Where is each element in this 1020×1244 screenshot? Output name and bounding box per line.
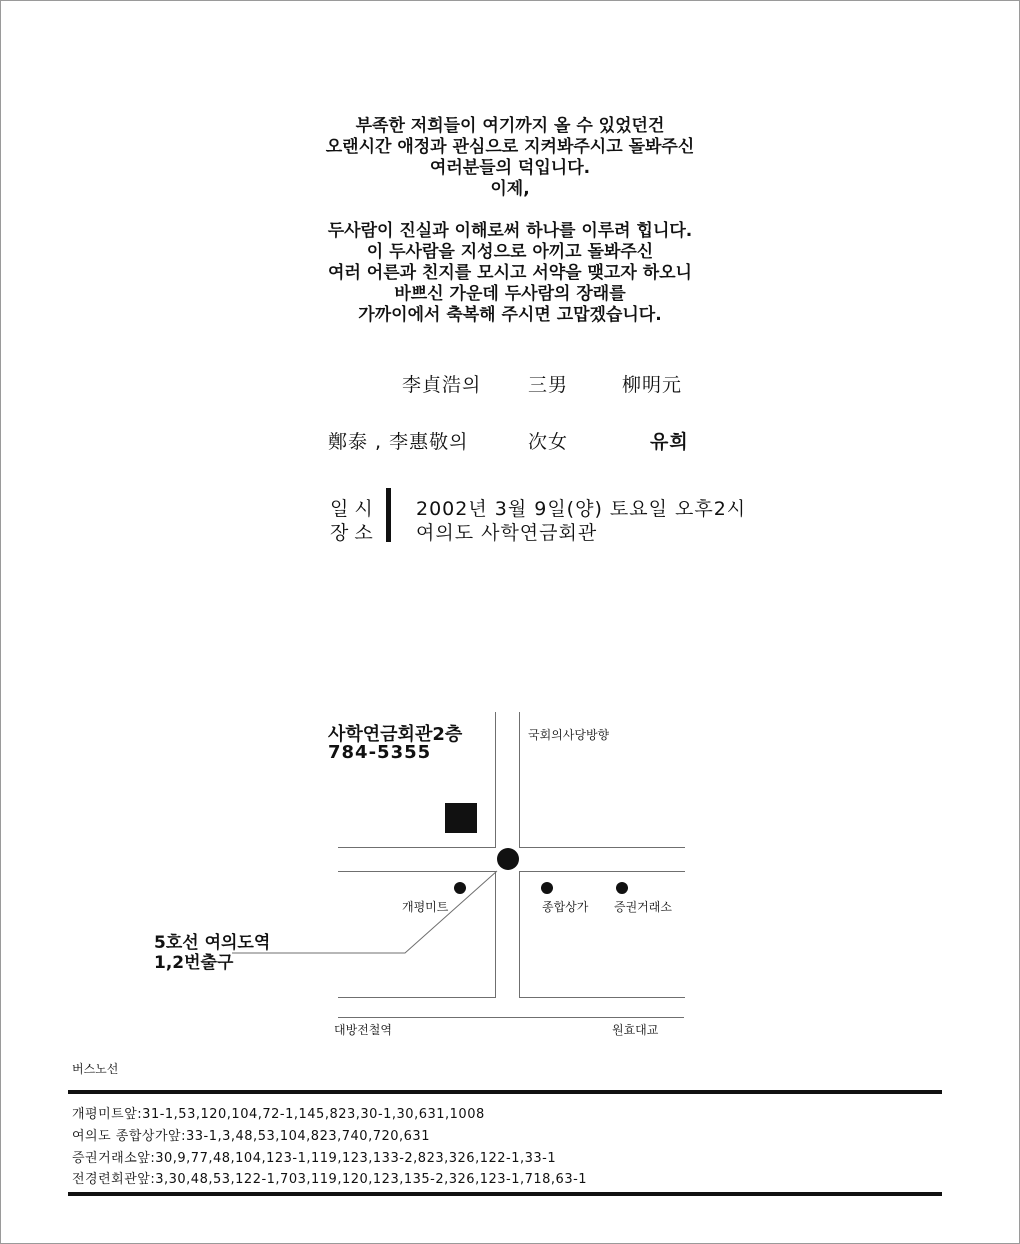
groom-parents: 李貞浩의 [402, 374, 482, 396]
bus-route-row: 전경련회관앞:3,30,48,53,122-1,703,119,120,123,135-2,326,123-1,718,63-1 [72, 1172, 588, 1187]
invitation-line: 부족한 저희들이 여기까지 올 수 있었던건 [355, 116, 665, 136]
direction-label: 국회의사당방향 [528, 728, 610, 742]
bus-top-rule [68, 1090, 942, 1094]
poi-marker-icon [616, 882, 628, 894]
bride-parents: 鄭泰 , 李惠敬의 [328, 431, 469, 453]
place-label: 장소 [330, 522, 379, 544]
invitation-line: 여러분들의 덕입니다. [429, 158, 591, 178]
invitation-line: 오랜시간 애정과 관심으로 지켜봐주시고 돌봐주신 [325, 137, 695, 157]
place-value: 여의도 사학연금회관 [416, 522, 598, 544]
groom-name: 柳明元 [622, 374, 683, 396]
poi-label-right: 증권거래소 [614, 900, 672, 914]
venue-building-icon [445, 803, 477, 833]
intersection-marker-icon [497, 848, 519, 870]
station-exit-label: 1,2번출구 [154, 953, 234, 973]
invitation-line: 이 두사람을 지성으로 아끼고 돌봐주신 [366, 242, 654, 262]
bus-route-row: 증권거래소앞:30,9,77,48,104,123-1,119,123,133-2,823,326,122-1,33-1 [72, 1151, 557, 1166]
groom-relation: 三男 [528, 374, 569, 396]
bus-route-row: 개평미트앞:31-1,53,120,104,72-1,145,823,30-1,30,631,1008 [72, 1107, 485, 1122]
date-label: 일시 [330, 498, 379, 520]
poi-marker-icon [454, 882, 466, 894]
invitation-line: 두사람이 진실과 이해로써 하나를 이루려 힙니다. [327, 221, 693, 241]
invitation-line: 가까이에서 축복해 주시면 고맙겠습니다. [358, 305, 662, 325]
poi-label-left: 개평미트 [402, 900, 449, 914]
venue-phone: 784-5355 [328, 742, 432, 763]
date-value: 2002년 3월 9일(양) 토요일 오후2시 [416, 498, 747, 520]
venue-name: 사학연금회관2층 [328, 724, 463, 745]
poi-label-mid: 종합상가 [542, 900, 589, 914]
poi-marker-icon [541, 882, 553, 894]
bride-relation: 次女 [528, 431, 569, 453]
bus-title: 버스노선 [72, 1062, 119, 1076]
bus-route-row: 여의도 종합상가앞:33-1,3,48,53,104,823,740,720,631 [72, 1129, 430, 1144]
invitation-line: 여러 어른과 친지를 모시고 서약을 맺고자 하오니 [328, 263, 692, 283]
station-label: 5호선 여의도역 [154, 933, 271, 953]
bus-bottom-rule [68, 1192, 942, 1196]
bride-name: 유희 [650, 431, 689, 453]
bottom-right-label: 원효대교 [612, 1023, 659, 1037]
invitation-line: 이제, [490, 179, 530, 199]
bottom-left-label: 대방전철역 [334, 1023, 392, 1037]
invitation-line: 바쁘신 가운데 두사람의 장래를 [394, 284, 626, 304]
